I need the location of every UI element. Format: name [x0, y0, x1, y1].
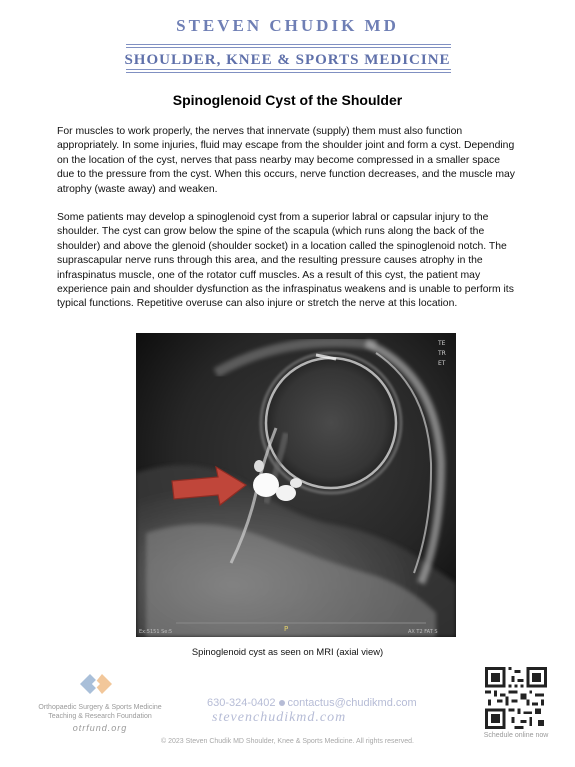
website-link[interactable]: stevenchudikmd.com: [212, 710, 347, 725]
svg-text:P: P: [284, 625, 289, 633]
foundation-name: Orthopaedic Surgery & Sports Medicine: [38, 704, 162, 711]
phone-number[interactable]: 630-324-0402: [207, 697, 276, 709]
header-rule: [126, 47, 451, 48]
mri-image: [136, 333, 456, 637]
header-rule: [126, 72, 451, 73]
figure-caption: Spinoglenoid cyst as seen on MRI (axial view): [191, 646, 384, 657]
header-rule: [126, 44, 451, 45]
contact-line: [207, 697, 417, 709]
brand-name: STEVEN CHUDIK MD: [176, 16, 399, 35]
qr-label: Schedule online now: [483, 732, 549, 739]
body-paragraph: For muscles to work properly, the nerves that innervate (supply) them must also function appropriately. In some injuries, fluid may escape from the shoulder joint and form a cyst. Depending on the location of the cyst, nerves that pass nearby may become compressed in a smaller space due to the pressure from the cyst. When this occurs, nerve function decreases, and the muscle may atrophy (waste away) and weaken.: [57, 126, 515, 195]
email-link[interactable]: contactus@chudikmd.com: [287, 697, 417, 709]
svg-text:TR: TR: [438, 350, 446, 357]
qr-code-icon[interactable]: [484, 667, 548, 729]
svg-text:TE: TE: [438, 340, 446, 347]
foundation-name: Teaching & Research Foundation: [48, 713, 152, 720]
separator-dot-icon: [279, 700, 285, 706]
copyright-notice: © 2023 Steven Chudik MD Shoulder, Knee & Sports Medicine. All rights reserved.: [160, 738, 414, 745]
svg-text:Ex:5151 Se:5: Ex:5151 Se:5: [139, 629, 173, 635]
brand-tagline: SHOULDER, KNEE & SPORTS MEDICINE: [124, 52, 451, 68]
header-rule: [126, 69, 451, 70]
foundation-link[interactable]: otrfund.org: [72, 723, 128, 733]
page-title: Spinoglenoid Cyst of the Shoulder: [172, 92, 403, 108]
svg-text:ET: ET: [438, 360, 446, 367]
foundation-logo-icon: [76, 669, 116, 699]
body-paragraph: Some patients may develop a spinoglenoid cyst from a superior labral or capsular injury to the shoulder. The cyst can grow below the spine of the scapula (which runs along the back of the shoulder) and above the glenoid (shoulder socket) in a location called the spinoglenoid notch. The suprascapular nerve runs through this area, and the resulting pressure causes atrophy in the infraspinatus muscle, one of the rotator cuff muscles. As a result of this cyst, the patient may experience pain and shoulder dysfunction as the infraspinatus weakens and is unable to perform its typical functions. Repetitive overuse can also injure or stretch the nerve at this location.: [57, 212, 514, 310]
svg-text:AX T2 FAT S: AX T2 FAT S: [408, 629, 438, 635]
